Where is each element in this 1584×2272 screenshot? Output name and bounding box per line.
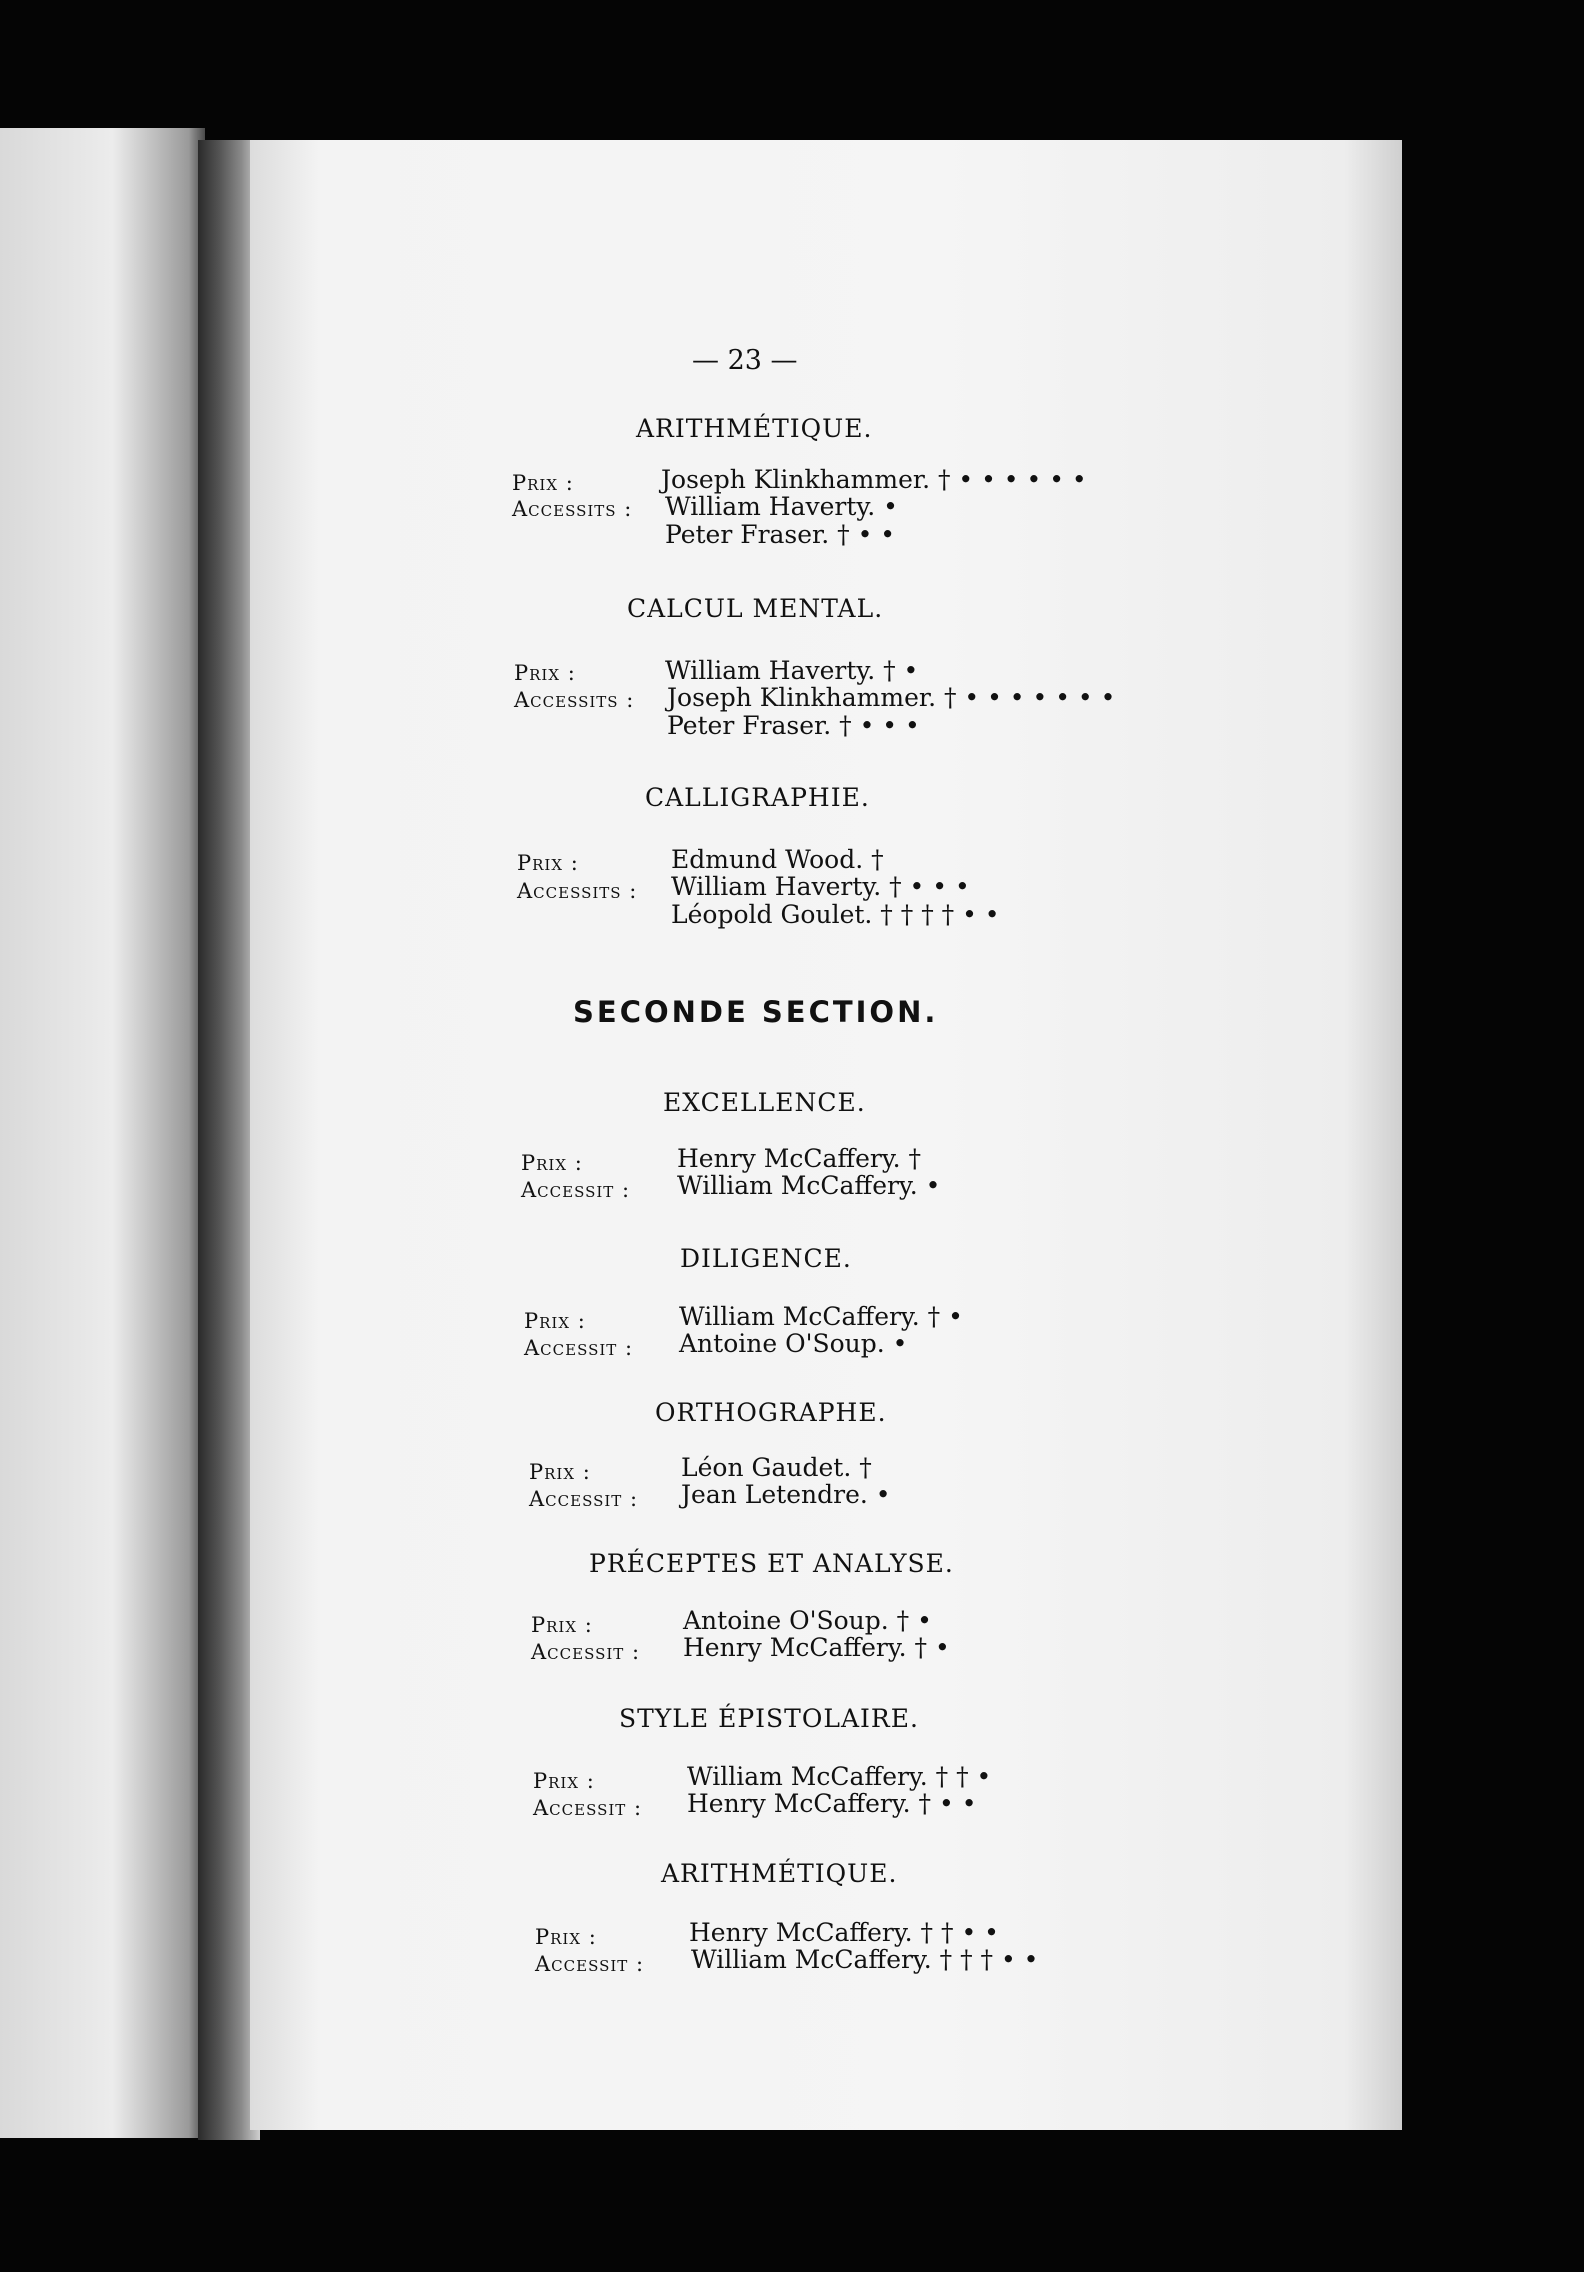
entry-name: William McCaffery. † • [679, 1302, 963, 1331]
entry-label: Accessit : [533, 1796, 643, 1820]
entry-name: Joseph Klinkhammer. † • • • • • • • [667, 683, 1116, 712]
entry-label: Prix : [533, 1769, 595, 1793]
entry-name: Joseph Klinkhammer. † • • • • • • [661, 465, 1087, 494]
entry-label: Prix : [514, 661, 576, 685]
entry-name: Peter Fraser. † • • [665, 520, 896, 549]
heading-excellence: EXCELLENCE. [663, 1088, 866, 1117]
entry-name: Henry McCaffery. † [677, 1144, 922, 1173]
entry-name: William Haverty. • [665, 492, 898, 521]
entry-name: Henry McCaffery. † † • • [689, 1918, 999, 1947]
entry-name: Edmund Wood. † [671, 845, 884, 874]
entry-name: William McCaffery. • [677, 1171, 941, 1200]
entry-name: Jean Letendre. • [681, 1480, 891, 1509]
entry-label: Accessit : [531, 1640, 641, 1664]
entry-name: William Haverty. † • [665, 656, 919, 685]
entry-label: Prix : [517, 851, 579, 875]
entry-label: Prix : [531, 1613, 593, 1637]
heading-calcul-mental: CALCUL MENTAL. [627, 594, 884, 623]
entry-label: Accessits : [517, 879, 638, 903]
entry-name: Henry McCaffery. † • [683, 1633, 950, 1662]
heading-preceptes-et-analyse: PRÉCEPTES ET ANALYSE. [589, 1549, 954, 1578]
entry-name: Henry McCaffery. † • • [687, 1789, 977, 1818]
entry-name: Léopold Goulet. † † † † • • [671, 900, 1000, 929]
heading-arithmetique: ARITHMÉTIQUE. [636, 414, 873, 443]
page-number: — 23 — [692, 345, 798, 376]
facing-page-edge [0, 128, 205, 2138]
entry-label: Accessit : [521, 1178, 631, 1202]
entry-label: Accessit : [535, 1952, 645, 1976]
entry-label: Accessits : [514, 688, 635, 712]
heading-arithmetique-seconde: ARITHMÉTIQUE. [661, 1859, 898, 1888]
heading-diligence: DILIGENCE. [680, 1244, 852, 1273]
entry-name: Peter Fraser. † • • • [667, 711, 920, 740]
heading-calligraphie: CALLIGRAPHIE. [645, 783, 870, 812]
entry-label: Prix : [521, 1151, 583, 1175]
entry-name: William McCaffery. † † • [687, 1762, 992, 1791]
entry-label: Prix : [529, 1460, 591, 1484]
entry-name: Léon Gaudet. † [681, 1453, 872, 1482]
entry-name: William Haverty. † • • • [671, 872, 970, 901]
entry-label: Prix : [512, 471, 574, 495]
seconde-section-title: SECONDE SECTION. [573, 995, 939, 1029]
entry-label: Accessit : [529, 1487, 639, 1511]
entry-label: Prix : [535, 1925, 597, 1949]
entry-name: Antoine O'Soup. † • [683, 1606, 932, 1635]
heading-style-epistolaire: STYLE ÉPISTOLAIRE. [619, 1704, 919, 1733]
entry-name: Antoine O'Soup. • [679, 1329, 908, 1358]
entry-name: William McCaffery. † † † • • [691, 1945, 1039, 1974]
entry-label: Accessit : [524, 1336, 634, 1360]
heading-orthographe: ORTHOGRAPHE. [655, 1398, 887, 1427]
entry-label: Prix : [524, 1309, 586, 1333]
entry-label: Accessits : [512, 497, 633, 521]
